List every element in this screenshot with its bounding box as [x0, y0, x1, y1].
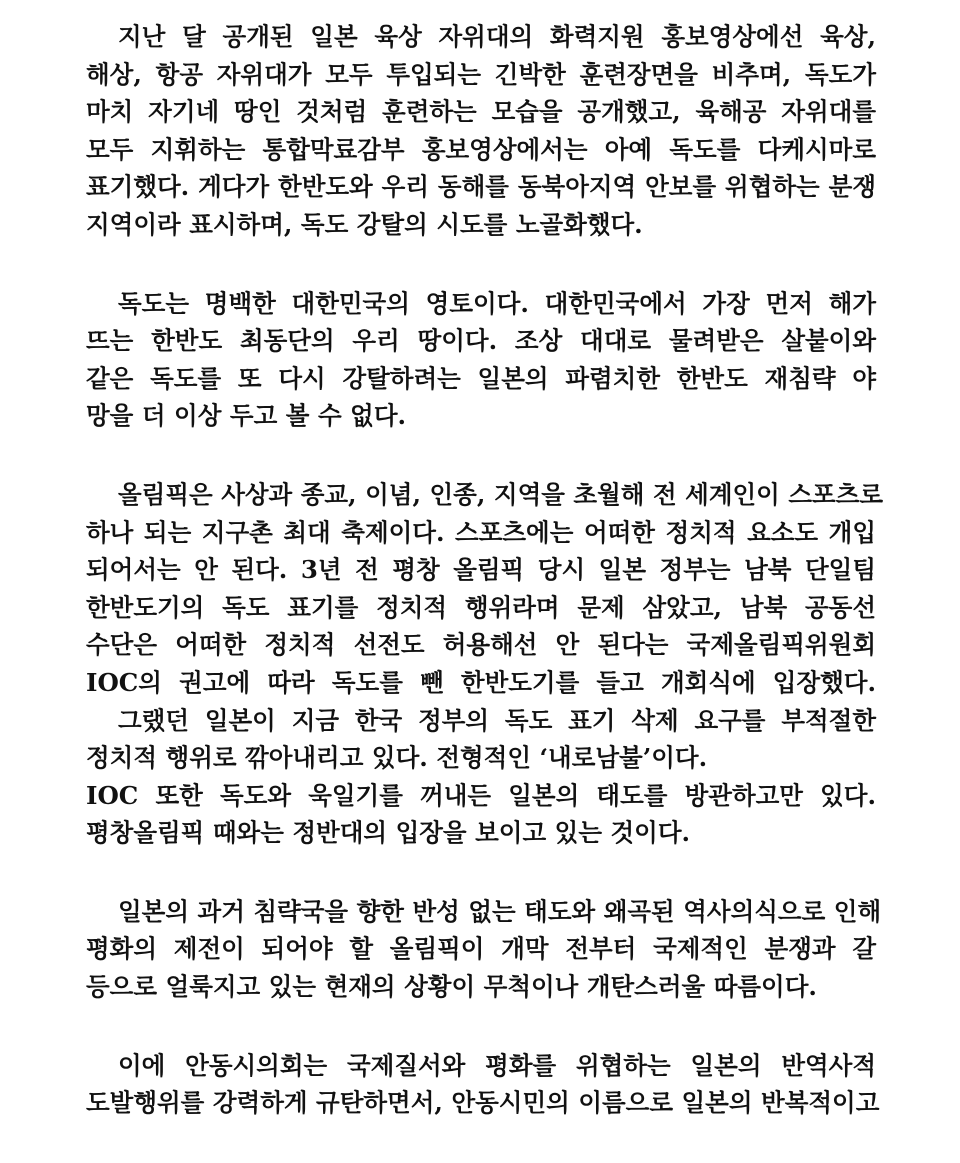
- text-line: 이에 안동시의회는 국제질서와 평화를 위협하는 일본의 반역사적: [118, 1050, 876, 1080]
- text-line: 일본의 과거 침략국을 향한 반성 없는 태도와 왜곡된 역사의식으로 인해: [118, 896, 882, 926]
- text-line: 수단은 어떠한 정치적 선전도 허용해선 안 된다는 국제올림픽위원회: [86, 630, 876, 660]
- text-line: 모두 지휘하는 통합막료감부 홍보영상에서는 아예 독도를 다케시마로: [86, 134, 876, 164]
- text-line: 올림픽은 사상과 종교, 이념, 인종, 지역을 초월해 전 세계인이 스포츠로: [118, 479, 884, 509]
- statement-document: [86, 18, 884, 1163]
- text-line: 하나 되는 지구촌 최대 축제이다. 스포츠에는 어떠한 정치적 요소도 개입: [86, 517, 876, 547]
- text-line: 독도는 명백한 대한민국의 영토이다. 대한민국에서 가장 먼저 해가: [118, 288, 876, 318]
- text-line: 뜨는 한반도 최동단의 우리 땅이다. 조상 대대로 물려받은 살붙이와: [86, 326, 876, 356]
- text-line: 그랬던 일본이 지금 한국 정부의 독도 표기 삭제 요구를 부적절한: [118, 705, 876, 735]
- text-line: 같은 독도를 또 다시 강탈하려는 일본의 파렴치한 한반도 재침략 야: [86, 363, 876, 393]
- text-line: 정치적 행위로 깎아내리고 있다. 전형적인 ‘내로남불’이다.: [86, 743, 708, 773]
- text-line: 마치 자기네 땅인 것처럼 훈련하는 모습을 공개했고, 육해공 자위대를: [86, 97, 876, 127]
- text-line: 표기했다. 게다가 한반도와 우리 동해를 동북아지역 안보를 위협하는 분쟁: [86, 172, 876, 202]
- text-line: IOC의 권고에 따라 독도를 뺀 한반도기를 들고 개회식에 입장했다.: [86, 667, 876, 697]
- text-line: 평화의 제전이 되어야 할 올림픽이 개막 전부터 국제적인 분쟁과 갈: [86, 934, 876, 964]
- text-line: 지역이라 표시하며, 독도 강탈의 시도를 노골화했다.: [86, 209, 643, 239]
- text-line: 도발행위를 강력하게 규탄하면서, 안동시민의 이름으로 일본의 반복적이고: [86, 1088, 880, 1118]
- paragraph-1: [86, 18, 876, 244]
- text-line: IOC 또한 독도와 욱일기를 꺼내든 일본의 태도를 방관하고만 있다.: [86, 780, 876, 810]
- text-line: 한반도기의 독도 표기를 정치적 행위라며 문제 삼았고, 남북 공동선: [86, 592, 876, 622]
- text-line: 해상, 항공 자위대가 모두 투입되는 긴박한 훈련장면을 비추며, 독도가: [86, 59, 876, 89]
- text-line: 등으로 얼룩지고 있는 현재의 상황이 무척이나 개탄스러울 따름이다.: [86, 972, 817, 1002]
- text-line: 평창올림픽 때와는 정반대의 입장을 보이고 있는 것이다.: [86, 818, 691, 848]
- text-line: 망을 더 이상 두고 볼 수 없다.: [86, 401, 407, 431]
- paragraph-3: [86, 476, 884, 852]
- text-line: 되어서는 안 된다. 3년 전 평창 올림픽 당시 일본 정부는 남북 단일팀: [86, 555, 876, 585]
- text-line: 지난 달 공개된 일본 육상 자위대의 화력지원 홍보영상에선 육상,: [118, 22, 876, 51]
- paragraph-4: [86, 893, 882, 1006]
- paragraph-5: [86, 1047, 880, 1122]
- paragraph-2: [86, 285, 876, 435]
